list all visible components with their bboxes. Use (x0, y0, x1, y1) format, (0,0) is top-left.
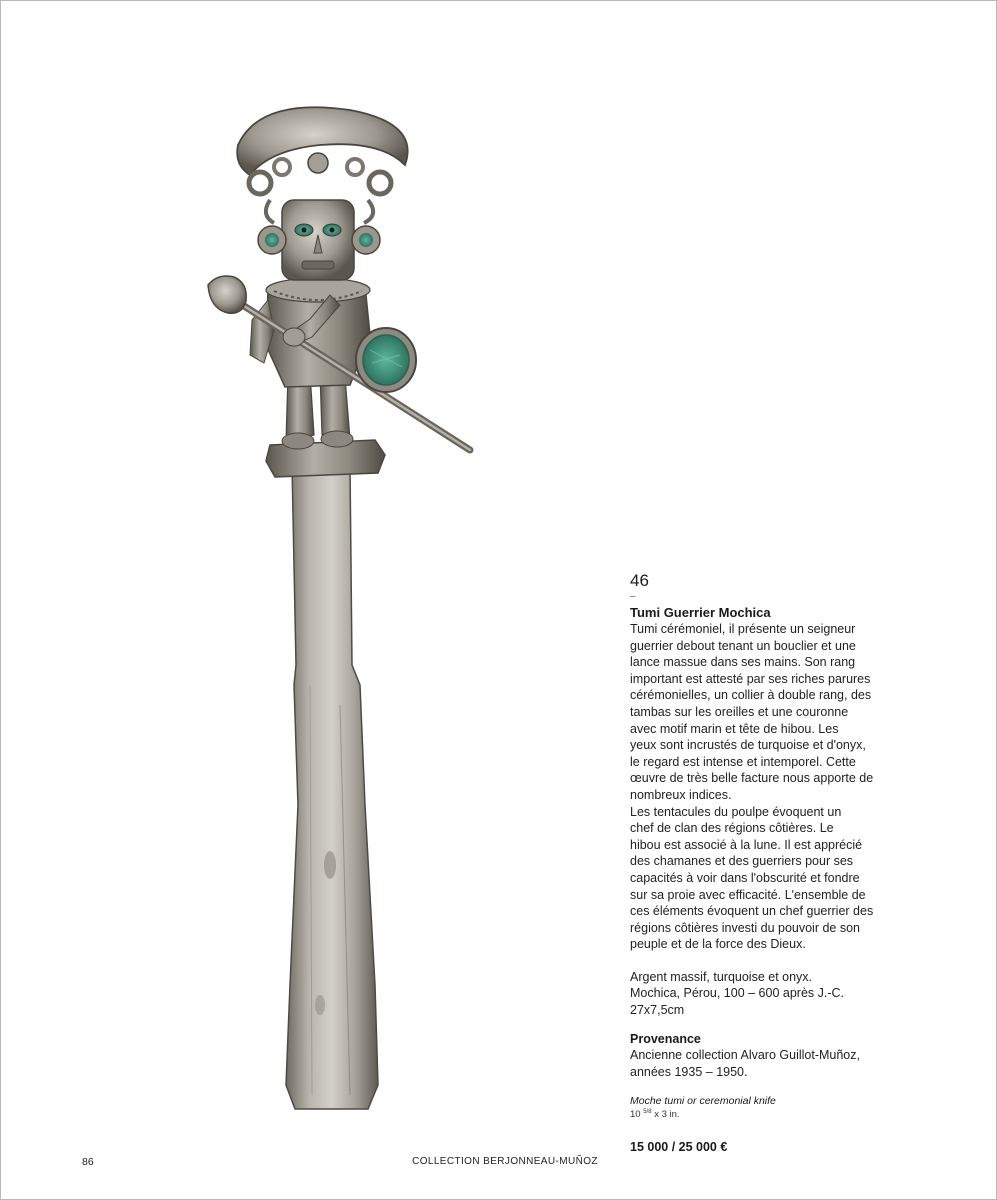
description-line: régions côtières investi du pouvoir de son (630, 920, 860, 935)
description-line: nombreux indices. (630, 787, 732, 802)
description-line: tambas sur les oreilles et une couronne (630, 704, 849, 719)
provenance-line: Ancienne collection Alvaro Guillot-Muñoz, (630, 1048, 860, 1063)
description-line: capacités à voir dans l'obscurité et fondre (630, 870, 860, 885)
description-line: Tumi cérémoniel, il présente un seigneur (630, 622, 856, 636)
dimensions-en-suffix: x 3 in. (651, 1109, 680, 1121)
description-line: peuple et de la force des Dieux. (630, 937, 806, 952)
lot-materials: Argent massif, turquoise et onyx. (630, 969, 813, 984)
description-line: cérémonielles, un collier à double rang, des (630, 688, 872, 703)
description-line: hibou est associé à la lune. Il est apprécié (630, 837, 863, 852)
dimensions-en-prefix: 10 (630, 1109, 641, 1121)
description-line: important est attesté par ses riches parures (630, 671, 871, 686)
description-line: le regard est intense et intemporel. Cette (630, 754, 856, 769)
description-line: sur sa proie avec efficacité. L'ensemble de (630, 887, 866, 902)
description-line: des chamanes et des guerriers pour ses (630, 854, 854, 869)
provenance-heading: Provenance (630, 1031, 701, 1046)
dimensions-english (630, 1108, 910, 1121)
tumi-knife-photo (190, 105, 500, 1115)
lot-title: Tumi Guerrier Mochica (630, 605, 771, 620)
lot-separator: – (630, 591, 636, 602)
description-line: chef de clan des régions côtières. Le (630, 821, 834, 836)
page-number: 86 (82, 1156, 94, 1168)
description-line: Les tentacules du poulpe évoquent un (630, 804, 842, 819)
provenance-section (630, 1031, 910, 1081)
provenance-line: années 1935 – 1950. (630, 1064, 748, 1079)
description-line: ces éléments évoquent un chef guerrier des (630, 904, 874, 919)
lot-details (630, 969, 910, 1019)
description-line: avec motif marin et tête de hibou. Les (630, 721, 839, 736)
lot-text-column (630, 570, 910, 1155)
collection-footer: COLLECTION BERJONNEAU-MUÑOZ (412, 1156, 598, 1167)
lot-dimensions: 27x7,5cm (630, 1003, 685, 1018)
lot-origin: Mochica, Pérou, 100 – 600 après J.-C. (630, 986, 845, 1001)
description-line: guerrier debout tenant un bouclier et une (630, 638, 856, 653)
lot-number: 46 (630, 571, 649, 590)
description-line: lance massue dans ses mains. Son rang (630, 655, 856, 670)
description-line: œuvre de très belle facture nous apporte de (630, 771, 874, 786)
estimate-price: 15 000 / 25 000 € (630, 1140, 728, 1155)
english-title: Moche tumi or ceremonial knife (630, 1095, 776, 1108)
description-line: yeux sont incrustés de turquoise et d'onyx, (630, 738, 866, 753)
dimensions-en-fraction: 5/8 (643, 1109, 652, 1116)
lot-description (630, 621, 910, 953)
